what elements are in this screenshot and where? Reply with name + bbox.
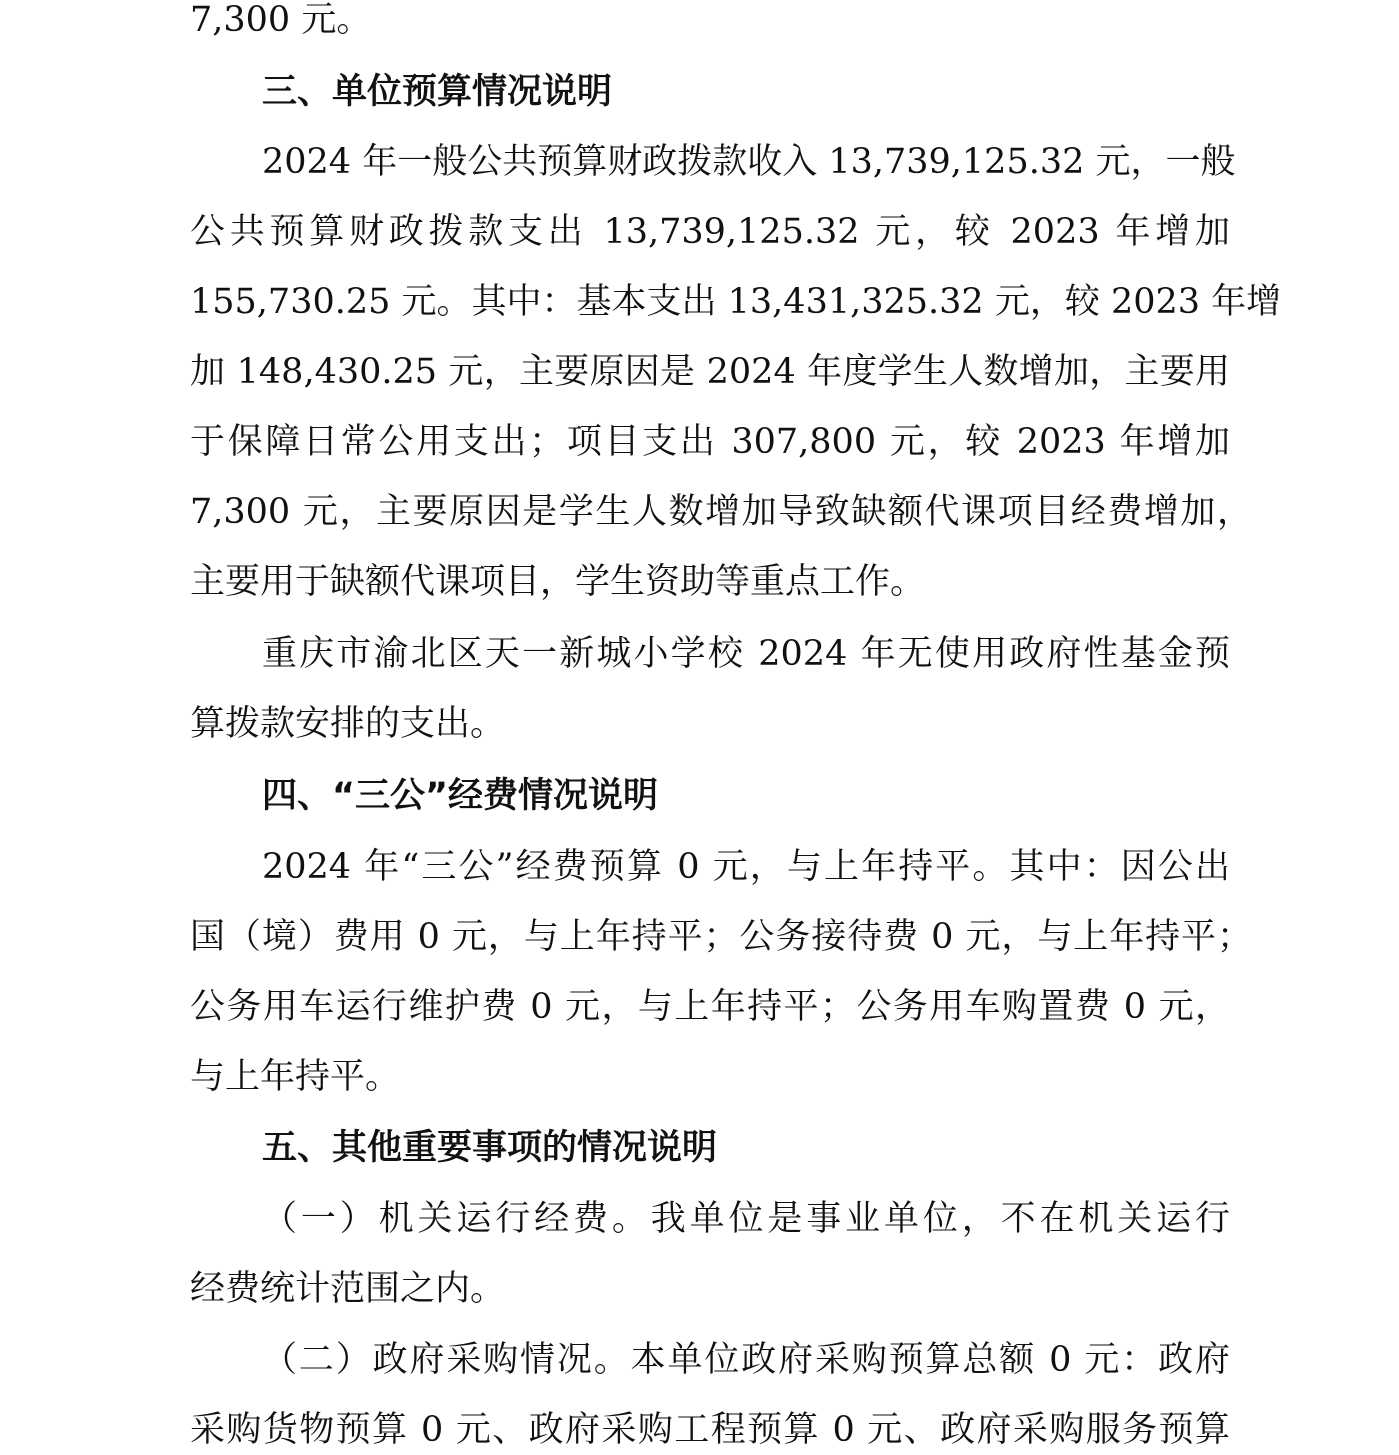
paragraph-line: 采购货物预算 0 元、政府采购工程预算 0 元、政府采购服务预算: [190, 1410, 1230, 1450]
text-line-carryover: 7,300 元。: [190, 0, 372, 40]
paragraph-line: 与上年持平。: [190, 1057, 401, 1097]
paragraph-line: 公务用车运行维护费 0 元，与上年持平；公务用车购置费 0 元，: [190, 987, 1230, 1027]
paragraph-line: 加 148,430.25 元，主要原因是 2024 年度学生人数增加，主要用: [190, 352, 1230, 392]
paragraph-line: 主要用于缺额代课项目，学生资助等重点工作。: [190, 562, 926, 602]
paragraph-line: 重庆市渝北区天一新城小学校 2024 年无使用政府性基金预: [262, 634, 1230, 674]
paragraph-line: 公共预算财政拨款支出 13,739,125.32 元，较 2023 年增加: [190, 212, 1230, 252]
paragraph-line: 7,300 元，主要原因是学生人数增加导致缺额代课项目经费增加，: [190, 492, 1252, 532]
paragraph-line: （二）政府采购情况。本单位政府采购预算总额 0 元：政府: [262, 1340, 1230, 1380]
paragraph-line: （一）机关运行经费。我单位是事业单位，不在机关运行: [262, 1199, 1230, 1239]
paragraph-line: 经费统计范围之内。: [190, 1269, 506, 1309]
paragraph-line: 2024 年一般公共预算财政拨款收入 13,739,125.32 元，一般: [262, 142, 1236, 182]
paragraph-line: 于保障日常公用支出；项目支出 307,800 元，较 2023 年增加: [190, 422, 1230, 462]
section-heading-three-public-expenses: 四、“三公”经费情况说明: [262, 776, 659, 816]
paragraph-line: 国（境）费用 0 元，与上年持平；公务接待费 0 元，与上年持平；: [190, 917, 1252, 957]
paragraph-line: 2024 年“三公”经费预算 0 元，与上年持平。其中：因公出: [262, 847, 1230, 887]
section-heading-unit-budget: 三、单位预算情况说明: [262, 72, 613, 112]
section-heading-other-matters: 五、其他重要事项的情况说明: [262, 1128, 718, 1168]
paragraph-line: 算拨款安排的支出。: [190, 704, 506, 744]
paragraph-line: 155,730.25 元。其中：基本支出 13,431,325.32 元，较 2023 年增: [190, 282, 1282, 322]
